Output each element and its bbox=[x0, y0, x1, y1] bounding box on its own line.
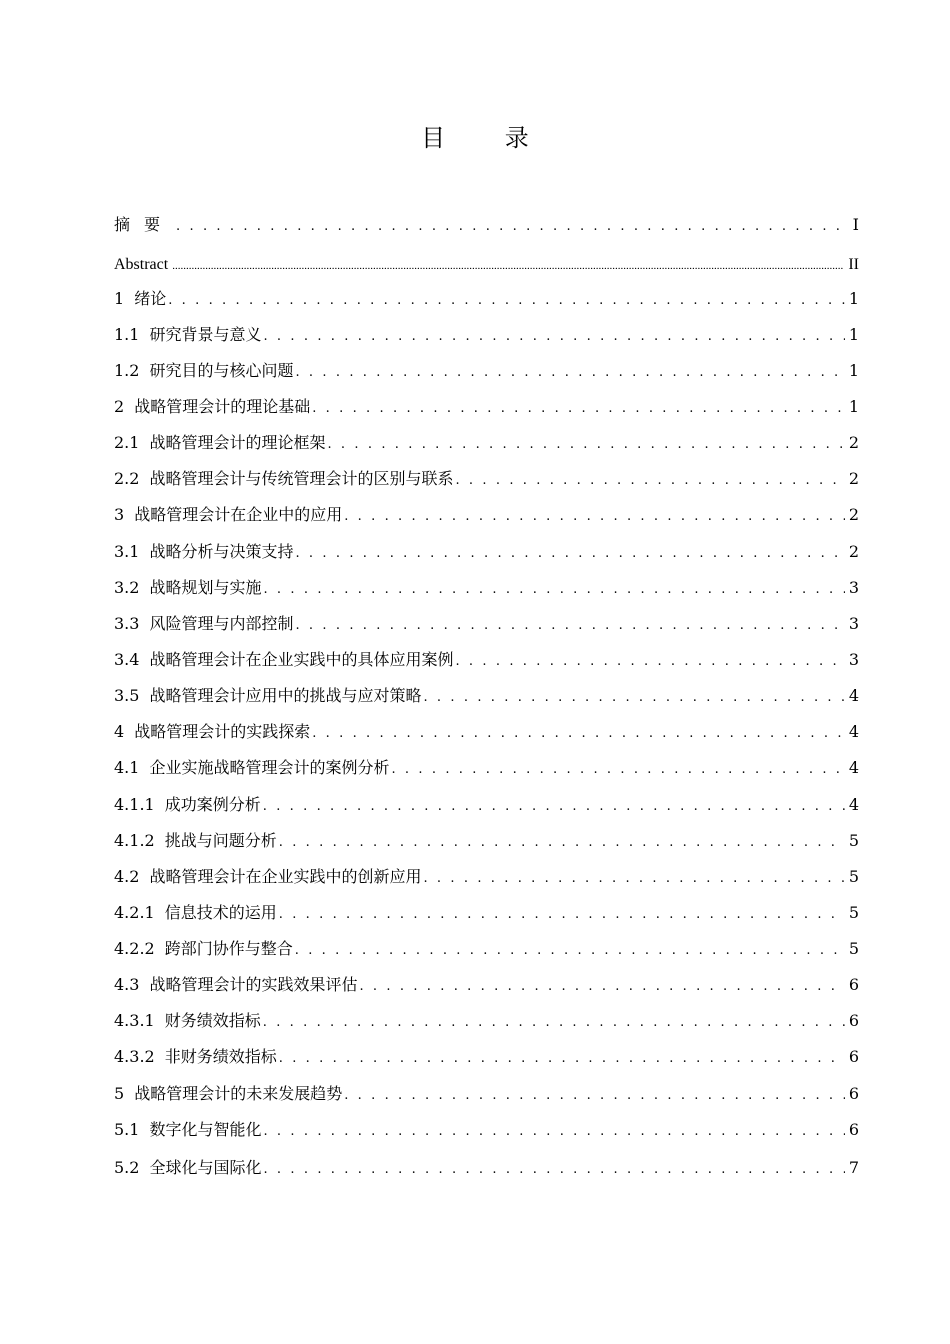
toc-entry[interactable] bbox=[114, 467, 859, 491]
toc-entry-text: 战略管理会计应用中的挑战与应对策略 bbox=[149, 686, 422, 705]
toc-entry-text: 战略分析与决策支持 bbox=[149, 542, 294, 561]
toc-entry-page: 3 bbox=[848, 650, 859, 669]
toc-entry[interactable] bbox=[114, 1082, 859, 1106]
toc-entry-text: 绪论 bbox=[134, 289, 167, 308]
toc-entry[interactable] bbox=[114, 1009, 859, 1033]
toc-entry-number: 4.1.1 bbox=[114, 795, 155, 814]
toc-entry-page: 1 bbox=[848, 289, 859, 308]
toc-entry-page: 2 bbox=[848, 505, 859, 524]
toc-dot-leader bbox=[344, 505, 845, 529]
toc-entry-text: 数字化与智能化 bbox=[149, 1120, 262, 1139]
toc-entry-page: 2 bbox=[848, 469, 859, 488]
toc-dot-leader bbox=[263, 1011, 845, 1035]
toc-entry-page: 4 bbox=[848, 686, 859, 705]
toc-entry-text: 研究目的与核心问题 bbox=[149, 361, 294, 380]
toc-entry-page: 6 bbox=[848, 1120, 859, 1139]
toc-entry-number: 2 bbox=[114, 397, 125, 416]
toc-entry-page: 6 bbox=[848, 975, 859, 994]
toc-entry-abstract-zh[interactable] bbox=[114, 213, 859, 237]
toc-entry[interactable] bbox=[114, 287, 859, 311]
toc-entry-text: 非财务绩效指标 bbox=[164, 1047, 277, 1066]
toc-dot-leader bbox=[295, 542, 844, 566]
toc-entry-text: 信息技术的运用 bbox=[164, 903, 277, 922]
toc-entry[interactable] bbox=[114, 829, 859, 853]
toc-entry-text: 战略管理会计在企业中的应用 bbox=[134, 505, 343, 524]
toc-entry[interactable] bbox=[114, 1156, 859, 1180]
page-title: 目 录 bbox=[421, 124, 555, 152]
toc-entry-page: II bbox=[848, 256, 859, 273]
toc-entry-page: 4 bbox=[848, 795, 859, 814]
toc-entry-page: 7 bbox=[848, 1158, 859, 1177]
toc-entry-text: 战略管理会计的未来发展趋势 bbox=[134, 1084, 343, 1103]
toc-dot-leader bbox=[279, 1047, 845, 1071]
toc-entry[interactable] bbox=[114, 359, 859, 383]
toc-entry[interactable] bbox=[114, 973, 859, 997]
toc-entry[interactable] bbox=[114, 865, 859, 889]
toc-dot-leader bbox=[295, 939, 845, 963]
toc-dot-leader bbox=[176, 215, 849, 239]
toc-entry-number: 4 bbox=[114, 722, 125, 741]
toc-entry-number: 1 bbox=[114, 289, 125, 308]
toc-entry-text: 摘要 bbox=[114, 215, 175, 234]
toc-entry-page: 6 bbox=[848, 1011, 859, 1030]
toc-entry[interactable] bbox=[114, 720, 859, 744]
toc-entry-number: 4.2 bbox=[114, 867, 140, 886]
toc-entry[interactable] bbox=[114, 1118, 859, 1142]
toc-entry-text: 成功案例分析 bbox=[164, 795, 261, 814]
toc-entry-text: 战略管理会计的实践探索 bbox=[134, 722, 311, 741]
toc-entry-text: 财务绩效指标 bbox=[164, 1011, 261, 1030]
toc-entry-number: 4.3 bbox=[114, 975, 140, 994]
toc-entry[interactable] bbox=[114, 323, 859, 347]
toc-entry-number: 4.3.1 bbox=[114, 1011, 155, 1030]
toc-dot-leader bbox=[263, 795, 845, 819]
toc-entry-page: 1 bbox=[848, 397, 859, 416]
toc-entry-number: 3.4 bbox=[114, 650, 140, 669]
toc-entry-number: 5.1 bbox=[114, 1120, 140, 1139]
toc-entry-page: 5 bbox=[848, 831, 859, 850]
toc-entry-text: 战略规划与实施 bbox=[149, 578, 262, 597]
toc-dot-leader bbox=[391, 758, 844, 782]
toc-entry-text: 挑战与问题分析 bbox=[164, 831, 277, 850]
toc-entry[interactable] bbox=[114, 612, 859, 636]
toc-dot-leader bbox=[295, 361, 844, 385]
toc-entry-number: 2.1 bbox=[114, 433, 140, 452]
toc-entry-page: 3 bbox=[848, 614, 859, 633]
toc-entry-number: 2.2 bbox=[114, 469, 140, 488]
toc-entry-page: 6 bbox=[848, 1047, 859, 1066]
toc-entry-number: 3 bbox=[114, 505, 125, 524]
toc-dot-leader bbox=[172, 254, 844, 278]
toc-entry-abstract-en[interactable] bbox=[114, 253, 859, 277]
toc-entry-text: 全球化与国际化 bbox=[149, 1158, 262, 1177]
toc-dot-leader bbox=[455, 650, 844, 674]
toc-entry-text: 战略管理会计在企业实践中的创新应用 bbox=[149, 867, 422, 886]
toc-entry[interactable] bbox=[114, 576, 859, 600]
toc-entry-page: 3 bbox=[848, 578, 859, 597]
toc-entry-number: 4.3.2 bbox=[114, 1047, 155, 1066]
toc-entry-page: 4 bbox=[848, 722, 859, 741]
toc-entry-number: 5.2 bbox=[114, 1158, 140, 1177]
toc-entry-page: 1 bbox=[848, 325, 859, 344]
toc-entry-text: 研究背景与意义 bbox=[149, 325, 262, 344]
toc-entry-page: I bbox=[852, 215, 859, 234]
toc-entry-text: 战略管理会计与传统管理会计的区别与联系 bbox=[149, 469, 454, 488]
toc-entry[interactable] bbox=[114, 937, 859, 961]
toc-entry-number: 3.5 bbox=[114, 686, 140, 705]
toc-entry-number: 3.1 bbox=[114, 542, 140, 561]
toc-dot-leader bbox=[295, 614, 844, 638]
toc-entry-text: 战略管理会计的实践效果评估 bbox=[149, 975, 358, 994]
toc-entry-text: 战略管理会计在企业实践中的具体应用案例 bbox=[149, 650, 454, 669]
toc-entry-text: 战略管理会计的理论基础 bbox=[134, 397, 311, 416]
toc-entry-text: 跨部门协作与整合 bbox=[164, 939, 293, 958]
toc-entry-page: 5 bbox=[848, 903, 859, 922]
toc-entry-page: 5 bbox=[848, 939, 859, 958]
toc-entry-text: 战略管理会计的理论框架 bbox=[149, 433, 326, 452]
toc-dot-leader bbox=[359, 975, 844, 999]
toc-dot-leader bbox=[279, 831, 845, 855]
toc-entry[interactable] bbox=[114, 395, 859, 419]
toc-entry[interactable] bbox=[114, 431, 859, 455]
toc-entry-text: 企业实施战略管理会计的案例分析 bbox=[149, 758, 390, 777]
toc-entry-number: 4.1.2 bbox=[114, 831, 155, 850]
toc-dot-leader bbox=[263, 325, 844, 349]
toc-entry[interactable] bbox=[114, 540, 859, 564]
toc-dot-leader bbox=[263, 1120, 844, 1144]
toc-dot-leader bbox=[423, 867, 844, 891]
toc-entry-page: 5 bbox=[848, 867, 859, 886]
toc-dot-leader bbox=[279, 903, 845, 927]
toc-entry-number: 5 bbox=[114, 1084, 125, 1103]
toc-entry-page: 2 bbox=[848, 433, 859, 452]
toc-dot-leader bbox=[327, 433, 844, 457]
toc-entry[interactable] bbox=[114, 503, 859, 527]
toc-entry-number: 4.2.2 bbox=[114, 939, 155, 958]
toc-entry[interactable] bbox=[114, 901, 859, 925]
toc-entry-number: 3.2 bbox=[114, 578, 140, 597]
toc-entry[interactable] bbox=[114, 648, 859, 672]
toc-dot-leader bbox=[312, 397, 845, 421]
toc-dot-leader bbox=[455, 469, 844, 493]
toc-entry[interactable] bbox=[114, 684, 859, 708]
toc-entry-number: 4.2.1 bbox=[114, 903, 155, 922]
toc-entry[interactable] bbox=[114, 756, 859, 780]
toc-entry-number: 3.3 bbox=[114, 614, 140, 633]
toc-entry-page: 6 bbox=[848, 1084, 859, 1103]
toc-entry-number: 1.2 bbox=[114, 361, 140, 380]
toc-entry-text: Abstract bbox=[114, 256, 169, 273]
toc-dot-leader bbox=[263, 1158, 844, 1182]
toc-dot-leader bbox=[263, 578, 844, 602]
toc-entry-text: 风险管理与内部控制 bbox=[149, 614, 294, 633]
toc-entry-page: 1 bbox=[848, 361, 859, 380]
toc-entry[interactable] bbox=[114, 1045, 859, 1069]
toc-entry-page: 2 bbox=[848, 542, 859, 561]
toc-entry-number: 1.1 bbox=[114, 325, 140, 344]
toc-dot-leader bbox=[312, 722, 845, 746]
toc-entry-page: 4 bbox=[848, 758, 859, 777]
toc-dot-leader bbox=[344, 1084, 845, 1108]
toc-dot-leader bbox=[168, 289, 845, 313]
toc-entry[interactable] bbox=[114, 793, 859, 817]
toc-entry-number: 4.1 bbox=[114, 758, 140, 777]
toc-dot-leader bbox=[423, 686, 844, 710]
